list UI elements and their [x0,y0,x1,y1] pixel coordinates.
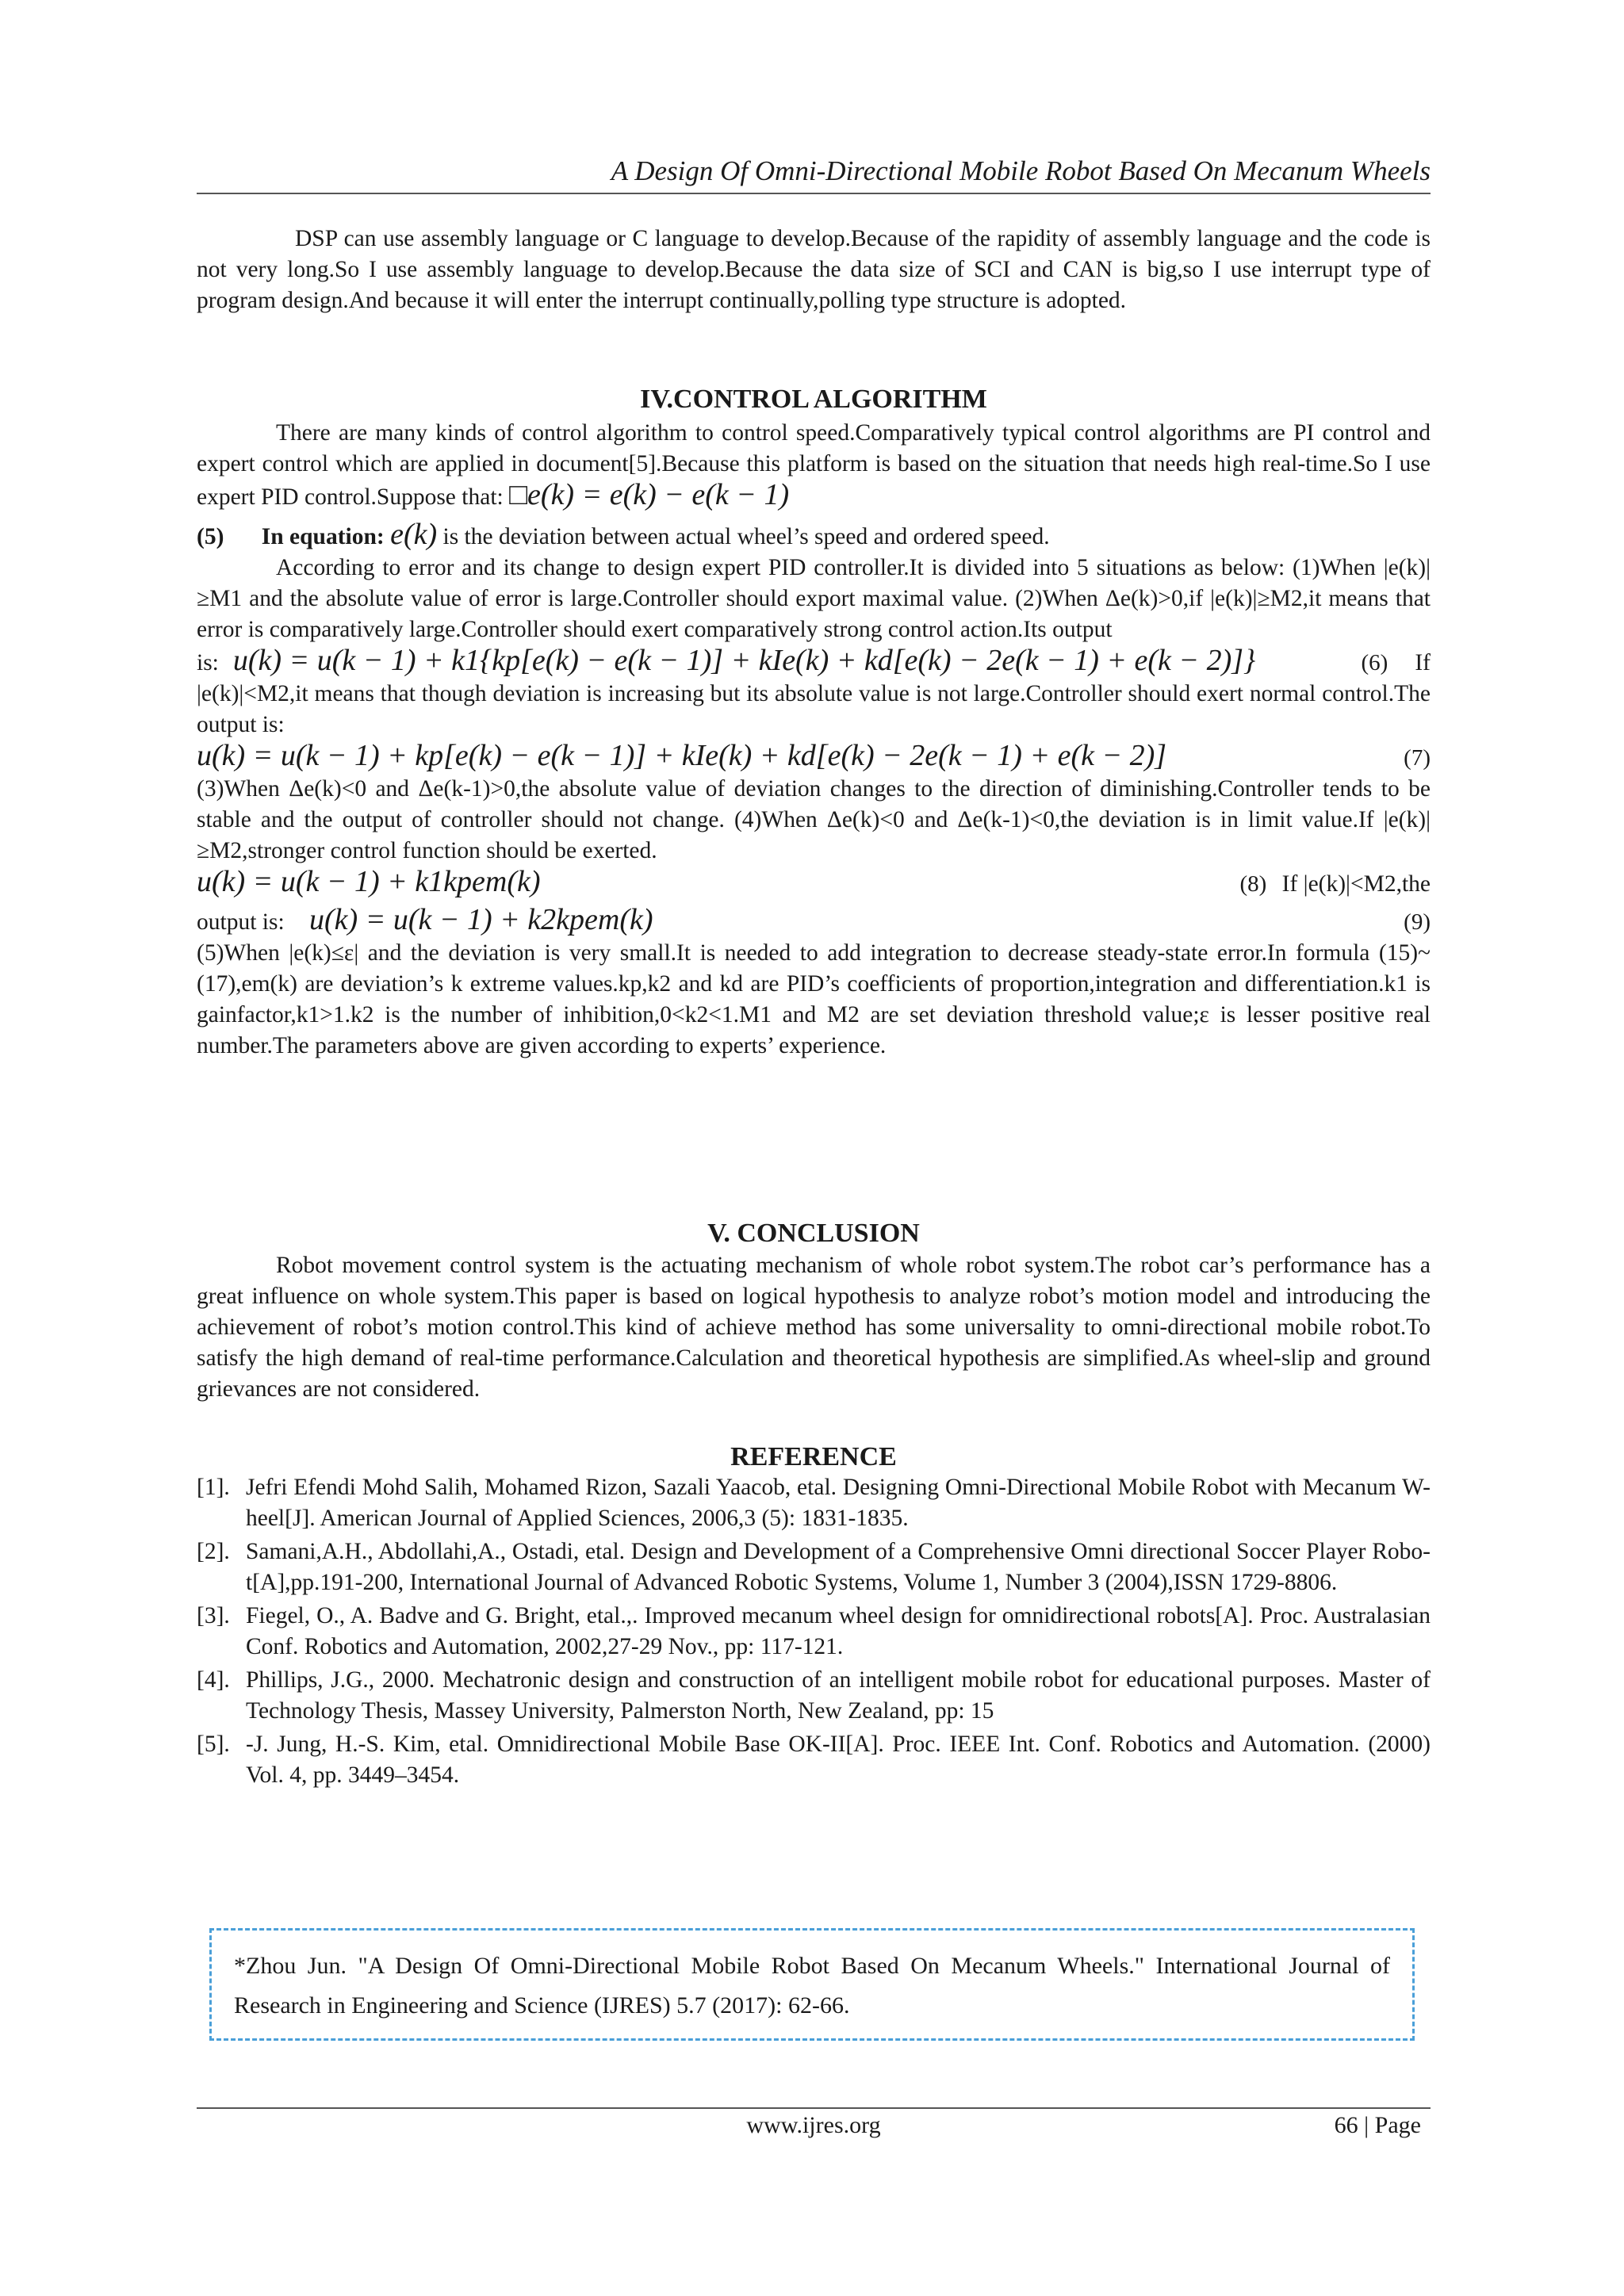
reference-text: Fiegel, O., A. Badve and G. Bright, etal.,. Improved mecanum wheel design for omnidirectional robots[A]. Proc. Australasian Conf. Robotics and Automation, 2002,27-29 Nov., pp: 117-121. [246,1603,1431,1659]
equation-7: u(k) = u(k − 1) + kp[e(k) − e(k − 1)] + kIe(k) + kd[e(k) − 2e(k − 1) + e(k − 2)] [197,739,1167,772]
footer-rule [197,2107,1431,2109]
equation-7-row [197,740,1431,774]
control-para-1-text: There are many kinds of control algorithm to control speed.Comparatively typical control algorithms are PI control and expert control which are applied in document[5].Because this platform is based on the situation that needs high real-time.So I use expert PID control.Suppose that: [197,420,1431,510]
reference-item [197,1729,1431,1791]
control-para-4: (3)When Δe(k)<0 and Δe(k-1)>0,the absolute value of deviation changes to the direction of diminishing.Controller tends to be stable and the output of controller should not change. (4)When Δe(k)<0 and Δe(k-1)<0,the deviation is in limit value.If |e(k)|≥M2,stronger control function should be exerted. [197,776,1431,863]
reference-text: Samani,A.H., Abdollahi,A., Ostadi, etal. Design and Development of a Comprehensive Omni directional Soccer Player Robo-t[A],pp.191-200, International Journal of Advanced Robotic Systems, Volume 1, Number 3 (2004),ISSN 1729-8806. [246,1539,1431,1595]
reference-number: [5]. [197,1732,230,1757]
control-para-5: (5)When |e(k)≤ε| and the deviation is very small.It is needed to add integration to decrease steady-state error.In formula (15)~(17),em(k) are deviation’s k extreme values.kp,k2 and kd are PID’s coefficients of proportion,integration and differentiation.k1 is gainfactor,k1>1.k2 is the number of inhibition,0<k2<1.M1 and M2 are set deviation threshold value;ε is lesser positive real number.The parameters above are given according to experts’ experience. [197,940,1431,1058]
reference-item [197,1665,1431,1727]
equation-8-number: (8) [1239,871,1267,897]
reference-number: [2]. [197,1539,230,1564]
control-para-1 [197,418,1431,513]
reference-text: Jefri Efendi Mohd Salih, Mohamed Rizon, Sazali Yaacob, etal. Designing Omni-Directional Mobile Robot with Mecanum W-heel[J]. American Journal of Applied Sciences, 2006,3 (5): 1831-1835. [246,1475,1431,1531]
running-header: A Design Of Omni-Directional Mobile Robot Based On Mecanum Wheels [611,155,1431,186]
equation-9-number: (9) [1404,909,1431,935]
in-equation-symbol: e(k) [390,518,438,551]
citation-text: *Zhou Jun. "A Design Of Omni-Directional Mobile Robot Based On Mecanum Wheels." International Journal of Research in Engineering and Science (IJRES) 5.7 (2017): 62-66. [234,1953,1390,2019]
conclusion-paragraph: Robot movement control system is the actuating mechanism of whole robot system.The robot car’s performance has a great influence on whole system.This paper is based on logical hypothesis to analyze robot’s motion model and introducing the achievement of robot’s motion control.This kind of achieve method has some universality to omni-directional mobile robot.To satisfy the high demand of real-time performance.Calculation and theoretical hypothesis are simplified.As wheel-slip and ground grievances are not considered. [197,1253,1431,1402]
equation-8: u(k) = u(k − 1) + k1kpem(k) [197,865,541,898]
reference-item [197,1536,1431,1598]
section-heading-control-algorithm: IV.CONTROL ALGORITHM [640,385,987,414]
section-heading-references: REFERENCE [730,1442,897,1471]
control-para-2: According to error and its change to design expert PID controller.It is divided into 5 situations as below: (1)When |e(k)|≥M1 and the absolute value of error is large.Controller should export maximal value. (2)When Δe(k)>0,if |e(k)|≥M2,it means that error is comparatively large.Controller should exert comparatively strong control action.Its output [197,555,1431,642]
reference-number: [1]. [197,1475,230,1500]
equation-6-tail: If [1415,650,1431,675]
equation-5: □e(k) = e(k) − e(k − 1) [509,478,790,511]
footer-page-number: 66 | Page [1334,2112,1421,2138]
equation-7-number: (7) [1404,745,1431,771]
reference-list [197,1472,1431,1791]
equation-6: u(k) = u(k − 1) + k1{kp[e(k) − e(k − 1)] + kIe(k) + kd[e(k) − 2e(k − 1) + e(k − 2)]} [232,644,1256,677]
equation-6-number: (6) [1361,650,1388,675]
reference-item [197,1472,1431,1534]
reference-item [197,1601,1431,1663]
in-equation-text: is the deviation between actual wheel’s speed and ordered speed. [442,524,1050,549]
section-heading-conclusion: V. CONCLUSION [707,1219,920,1248]
equation-6-prefix: is: [197,650,219,675]
reference-text: -J. Jung, H.-S. Kim, etal. Omnidirectional Mobile Base OK-II[A]. Proc. IEEE Int. Conf. Robotics and Automation. (2000) Vol. 4, pp. 3449–3454. [246,1732,1431,1788]
reference-text: Phillips, J.G., 2000. Mechatronic design and construction of an intelligent mobile robot for educational purposes. Master of Technology Thesis, Massey University, Palmerston North, New Zealand, pp: 15 [246,1667,1431,1724]
reference-number: [4]. [197,1667,230,1693]
reference-number: [3]. [197,1603,230,1628]
footer-url: www.ijres.org [746,2112,881,2138]
section-control-algorithm [197,384,1431,1062]
section-references [197,1441,1431,1793]
citation-box [209,1928,1415,2041]
intro-block [197,224,1431,316]
in-equation-line [197,519,1431,553]
section-conclusion [197,1218,1431,1405]
equation-5-number: (5) [197,524,224,549]
equation-8-row [197,867,1431,900]
equation-8-tail: If |e(k)|<M2,the [1281,871,1431,897]
equation-9-row [197,905,1431,938]
equation-9: u(k) = u(k − 1) + k2kpem(k) [309,903,653,936]
in-equation-label: In equation: [261,524,385,549]
intro-paragraph: DSP can use assembly language or C language to develop.Because of the rapidity of assembly language and the code is not very long.So I use assembly language to develop.Because the data size of SCI and CAN is big,so I use interrupt type of program design.And because it will enter the interrupt continually,polling type structure is adopted. [197,226,1431,313]
equation-6-row [197,645,1431,679]
header-rule [197,193,1431,194]
equation-9-prefix: output is: [197,909,285,935]
control-para-3: |e(k)|<M2,it means that though deviation is increasing but its absolute value is not large.Controller should exert normal control.The output is: [197,681,1431,737]
